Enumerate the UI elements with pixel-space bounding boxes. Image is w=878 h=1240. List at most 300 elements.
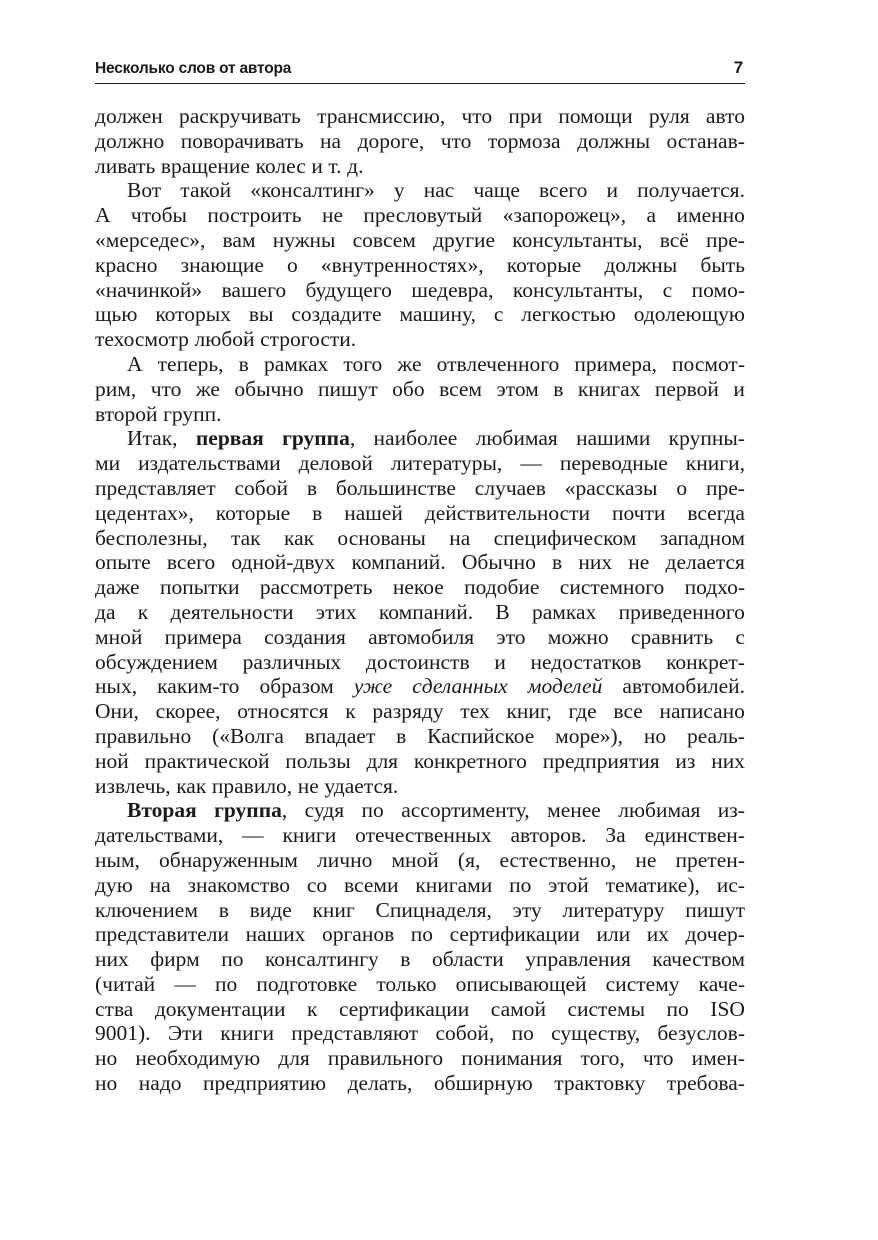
word: правильного — [327, 1046, 444, 1071]
word: а — [646, 203, 657, 228]
word: системного — [559, 575, 665, 600]
word: естественно, — [499, 847, 617, 872]
word: того, — [580, 1046, 625, 1071]
word: почти — [611, 500, 666, 525]
word: авторов. — [510, 823, 587, 848]
word: мной — [391, 847, 439, 872]
word: но — [95, 1071, 118, 1096]
word: извлечь, — [95, 773, 171, 798]
word: деятельности — [170, 599, 294, 624]
word: для — [278, 1046, 310, 1071]
word: первой — [654, 376, 719, 401]
word: всего — [539, 178, 588, 203]
word: тех — [460, 699, 490, 724]
word: «внутренностях», — [320, 252, 484, 277]
text-line — [95, 352, 745, 377]
word: Каспийское — [427, 723, 535, 748]
word: в — [396, 723, 407, 748]
word: будущего — [305, 277, 392, 302]
word: в — [552, 550, 563, 575]
word: консультанты, — [512, 227, 643, 252]
word: в — [400, 947, 411, 972]
word: на — [449, 525, 471, 550]
word: книгами — [415, 872, 493, 897]
word: ми — [95, 451, 121, 476]
word: тормоза — [487, 128, 561, 153]
word: предприятию — [203, 1071, 327, 1096]
word: конкретного — [413, 748, 527, 773]
word: можно — [547, 624, 609, 649]
word: это — [496, 624, 526, 649]
word: Вторая — [127, 798, 197, 823]
word: получается. — [637, 178, 745, 203]
word: цедентах», — [95, 500, 194, 525]
word: отечественных — [355, 823, 492, 848]
word: наших — [245, 922, 306, 947]
word: всеми — [343, 872, 399, 897]
word: «мерседес», — [95, 227, 206, 252]
word: качеством — [652, 947, 745, 972]
word: ных, — [95, 674, 138, 699]
word: такой — [180, 178, 232, 203]
word: вашего — [221, 277, 287, 302]
word: собой, — [435, 1021, 495, 1046]
word: в — [306, 475, 318, 500]
word: них — [711, 748, 745, 773]
word: (я, — [457, 847, 481, 872]
word: в — [218, 897, 229, 922]
word: подхо- — [684, 575, 745, 600]
text-line — [95, 178, 745, 203]
word: раскручивать — [178, 104, 301, 128]
word: из- — [717, 798, 745, 823]
word: компаний. — [378, 599, 474, 624]
word: поворачивать — [180, 128, 304, 153]
text-line — [95, 848, 745, 873]
word: уже — [353, 674, 393, 699]
word: обычно — [234, 376, 304, 401]
word: ливать — [95, 153, 156, 178]
word: по — [666, 996, 689, 1021]
body-text — [95, 104, 745, 1096]
word: каким-то — [157, 674, 240, 699]
word: рассмотреть — [259, 575, 373, 600]
word: и — [494, 649, 506, 674]
word: Вот — [127, 178, 162, 203]
word: сертификации — [449, 922, 580, 947]
word: собой — [234, 475, 288, 500]
text-line — [95, 774, 745, 799]
word: существу, — [551, 1021, 641, 1046]
word: должен — [95, 104, 163, 128]
word: легкостью — [521, 302, 616, 327]
word: представляет — [95, 475, 216, 500]
word: с — [662, 277, 673, 302]
text-line — [95, 451, 745, 476]
word: к — [137, 599, 149, 624]
text-line — [95, 947, 745, 972]
word: красно — [95, 252, 158, 277]
word: любимая — [475, 426, 558, 451]
word: относятся — [237, 699, 329, 724]
word: Итак, — [127, 426, 178, 451]
text-line — [95, 327, 745, 352]
word: о — [676, 475, 688, 500]
word: с — [493, 302, 504, 327]
word: образом — [259, 674, 334, 699]
word: книгах — [577, 376, 641, 401]
word: наиболее — [373, 426, 458, 451]
word: вы — [248, 302, 274, 327]
word: каче- — [698, 971, 745, 996]
word: как — [176, 773, 207, 798]
word: систему — [605, 971, 680, 996]
word: же — [397, 351, 422, 376]
word: создадите — [291, 302, 382, 327]
word: все — [613, 699, 643, 724]
word: сравнить — [630, 624, 714, 649]
word: их — [646, 922, 669, 947]
word: необходимую — [135, 1046, 261, 1071]
text-line — [95, 650, 745, 675]
running-header — [95, 54, 745, 84]
word: д. — [347, 153, 364, 178]
word: Эти — [167, 1021, 203, 1046]
word: «начинкой» — [95, 277, 203, 302]
word: дую — [95, 872, 133, 897]
word: только — [376, 971, 437, 996]
word: консалтингу — [264, 947, 379, 972]
word: специфическом — [493, 525, 637, 550]
word: ной — [95, 748, 129, 773]
word: деловой — [298, 451, 373, 476]
text-line — [95, 203, 745, 228]
word: любой — [194, 327, 255, 352]
word: всего — [166, 550, 216, 575]
word: пре- — [705, 475, 745, 500]
word: колес — [255, 153, 306, 178]
word: дательствами, — [95, 823, 224, 848]
word: ства — [95, 996, 134, 1021]
word: делается — [665, 550, 745, 575]
word: удается. — [324, 773, 399, 798]
word: для — [366, 748, 399, 773]
word: нашими — [576, 426, 651, 451]
word: любимая — [618, 798, 701, 823]
word: ISO — [710, 996, 745, 1021]
word: — — [242, 823, 264, 848]
word: не — [321, 203, 344, 228]
word: Они, — [95, 699, 139, 724]
word: к — [345, 699, 356, 724]
word: лично — [317, 847, 373, 872]
word: что — [461, 104, 493, 128]
word: книг, — [506, 699, 552, 724]
text-line — [95, 550, 745, 575]
word: которых — [155, 302, 231, 327]
text-line — [95, 278, 745, 303]
word: попытки — [159, 575, 240, 600]
word: этой — [548, 872, 589, 897]
word: в — [312, 500, 323, 525]
word: рамках — [263, 351, 329, 376]
word: чаще — [473, 178, 520, 203]
word: которые — [215, 500, 291, 525]
word: групп. — [163, 401, 222, 426]
word: и — [733, 376, 745, 401]
word: т. — [328, 153, 342, 178]
word: «рассказы — [564, 475, 658, 500]
word: А — [95, 203, 111, 228]
word: менее — [547, 798, 601, 823]
word: рим, — [95, 376, 137, 401]
word: требова- — [666, 1071, 745, 1096]
word: делать, — [347, 1071, 413, 1096]
word: не — [635, 847, 657, 872]
word: вращение — [160, 153, 250, 178]
page-number: 7 — [733, 58, 743, 77]
word: по — [221, 947, 244, 972]
word: но — [95, 1046, 118, 1071]
word: со — [306, 872, 328, 897]
word: дочер- — [685, 922, 745, 947]
word: шедевра, — [411, 277, 494, 302]
word: примера, — [574, 351, 657, 376]
word: пишут — [318, 376, 378, 401]
word: «запорожец», — [502, 203, 627, 228]
word: мной — [95, 624, 143, 649]
text-line — [95, 501, 745, 526]
word: где — [568, 699, 597, 724]
word: что — [440, 128, 472, 153]
text-line — [95, 1071, 745, 1096]
word: при — [508, 104, 543, 128]
word: не — [628, 550, 650, 575]
word: судя — [304, 798, 345, 823]
word: (читай — [95, 971, 156, 996]
word: рамках — [532, 599, 597, 624]
word: понимания — [461, 1046, 563, 1071]
word: управления — [525, 947, 631, 972]
word: трансмиссию, — [317, 104, 446, 128]
word: системы — [567, 996, 646, 1021]
text-line — [95, 823, 745, 848]
word: по — [214, 971, 238, 996]
word: ассортименту, — [401, 798, 530, 823]
word: области — [431, 947, 504, 972]
word: «консалтинг» — [250, 178, 375, 203]
word: представители — [95, 922, 230, 947]
word: подготовке — [256, 971, 358, 996]
word: них — [95, 947, 129, 972]
word: помощи — [558, 104, 633, 128]
word: За — [605, 823, 626, 848]
word: книг — [312, 897, 355, 922]
word: сделанных — [412, 674, 508, 699]
word: именно — [676, 203, 745, 228]
word: книги — [282, 823, 337, 848]
word: примера — [164, 624, 242, 649]
word: эту — [512, 897, 542, 922]
word: теперь, — [157, 351, 224, 376]
word: бесполезны, — [95, 525, 208, 550]
word: из — [675, 748, 696, 773]
word: автомобиля — [368, 624, 475, 649]
word: пресловутый — [363, 203, 483, 228]
text-line — [95, 402, 745, 427]
text-line — [95, 104, 745, 129]
word: совсем — [352, 227, 416, 252]
word: или — [596, 922, 631, 947]
word: к — [307, 996, 318, 1021]
word: о — [286, 252, 298, 277]
word: да — [95, 599, 116, 624]
word: разряду — [372, 699, 444, 724]
word: первая — [195, 426, 264, 451]
word: фирм — [150, 947, 200, 972]
word: компаний. — [351, 550, 446, 575]
word: виде — [249, 897, 292, 922]
word: техосмотр — [95, 327, 189, 352]
word: как — [283, 525, 315, 550]
word: в — [553, 376, 564, 401]
text-line — [95, 129, 745, 154]
word: реаль- — [686, 723, 745, 748]
word: должно — [95, 128, 165, 153]
word: различных — [242, 649, 342, 674]
word: — — [520, 451, 542, 476]
word: ным, — [95, 847, 140, 872]
word: море»), — [555, 723, 624, 748]
word: что — [642, 1046, 674, 1071]
word: вам — [222, 227, 256, 252]
text-line — [95, 476, 745, 501]
word: одной-двух — [231, 550, 336, 575]
word: пре- — [705, 227, 745, 252]
word: должны — [577, 128, 651, 153]
word: («Волга — [212, 723, 284, 748]
text-line — [95, 972, 745, 997]
word: знающие — [180, 252, 264, 277]
text-line — [95, 699, 745, 724]
word: группа, — [282, 426, 356, 451]
word: претен- — [675, 847, 745, 872]
word: самой — [490, 996, 546, 1021]
text-line — [95, 600, 745, 625]
word: авто — [705, 104, 745, 128]
text-line — [95, 253, 745, 278]
word: с — [735, 624, 745, 649]
word: другие — [433, 227, 496, 252]
word: и — [606, 178, 619, 203]
word: всегда — [687, 500, 745, 525]
book-page — [95, 54, 745, 1096]
word: но — [643, 723, 667, 748]
word: в — [238, 351, 249, 376]
word: по — [509, 872, 532, 897]
word: всем — [439, 376, 483, 401]
word: того — [343, 351, 383, 376]
word: некое — [392, 575, 444, 600]
word: машину, — [399, 302, 476, 327]
word: нашей — [344, 500, 403, 525]
text-line — [95, 426, 745, 451]
word: скорее, — [155, 699, 221, 724]
text-line — [95, 526, 745, 551]
text-line — [95, 154, 745, 179]
word: органов — [321, 922, 395, 947]
word: одолеющую — [633, 302, 745, 327]
word: достоинств — [365, 649, 470, 674]
word: обсуждением — [95, 649, 218, 674]
word: не — [297, 773, 319, 798]
word: 9001). — [95, 1021, 151, 1046]
word: и — [311, 153, 323, 178]
word: недостатков — [530, 649, 642, 674]
chapter-title: Несколько слов от автора — [95, 60, 292, 77]
text-line — [95, 898, 745, 923]
word: дороге, — [357, 128, 425, 153]
word: на — [149, 872, 171, 897]
word: конкрет- — [666, 649, 745, 674]
word: знакомство — [187, 872, 291, 897]
word: написано — [659, 699, 745, 724]
word: правильно — [95, 723, 192, 748]
word: Спицнаделя, — [375, 897, 492, 922]
word: должны — [604, 252, 678, 277]
word: приведенного — [618, 599, 745, 624]
word: руля — [648, 104, 690, 128]
word: быть — [700, 252, 745, 277]
word: — — [174, 971, 196, 996]
word: строгости. — [260, 327, 357, 352]
word: создания — [264, 624, 346, 649]
word: обширную — [433, 1071, 533, 1096]
word: имен- — [691, 1046, 745, 1071]
text-line — [95, 997, 745, 1022]
word: которые — [506, 252, 582, 277]
word: нужны — [272, 227, 336, 252]
word: ключением — [95, 897, 198, 922]
word: пользы — [285, 748, 351, 773]
text-line — [95, 1021, 745, 1046]
word: построить — [207, 203, 302, 228]
word: второй — [95, 401, 158, 426]
word: книги, — [685, 451, 745, 476]
text-line — [95, 724, 745, 749]
word: издательствами — [138, 451, 281, 476]
text-line — [95, 625, 745, 650]
word: группа, — [214, 798, 288, 823]
word: по — [511, 1021, 534, 1046]
text-line — [95, 377, 745, 402]
word: опыте — [95, 550, 151, 575]
word: что — [150, 376, 182, 401]
word: крупны- — [668, 426, 745, 451]
word: этих — [315, 599, 357, 624]
word: них — [578, 550, 613, 575]
word: помо- — [691, 277, 745, 302]
word: западном — [659, 525, 745, 550]
word: у — [393, 178, 405, 203]
word: моделей — [527, 674, 603, 699]
word: чтобы — [130, 203, 187, 228]
word: описывающей — [455, 971, 587, 996]
word: всё — [659, 227, 689, 252]
word: впадает — [304, 723, 376, 748]
word: автомобилей. — [622, 674, 745, 699]
text-line — [95, 749, 745, 774]
